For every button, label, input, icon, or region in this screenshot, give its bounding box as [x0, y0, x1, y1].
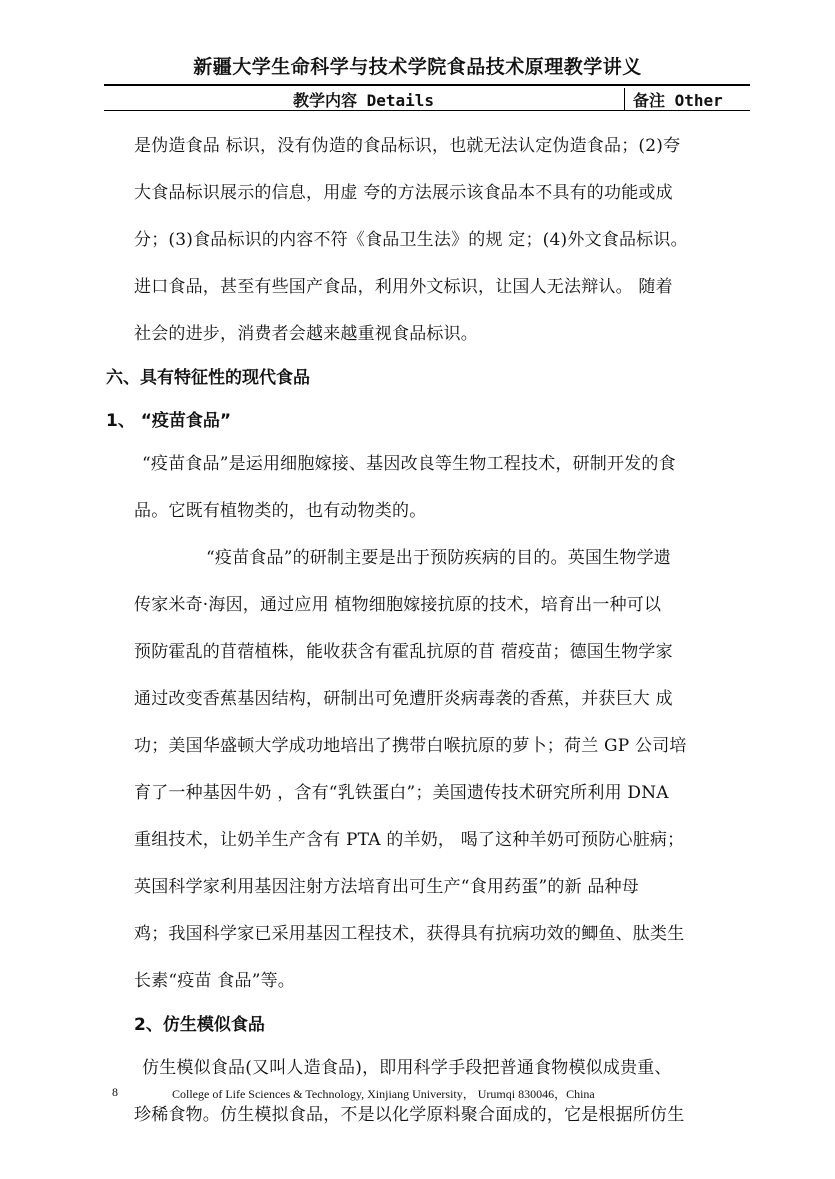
subsection-heading: 2、仿生模似食品 — [134, 1015, 265, 1035]
body-line: 英国科学家利用基因注射方法培育出可生产“食用药蛋”的新 品种母 — [134, 877, 639, 897]
body-line: “疫苗食品”的研制主要是出于预防疾病的目的。英国生物学遗 — [206, 548, 671, 568]
body-line: “疫苗食品”是运用细胞嫁接、基因改良等生物工程技术，研制开发的食 — [142, 454, 676, 474]
body-line: 长素“疫苗 食品”等。 — [134, 971, 295, 991]
body-line: 进口食品，甚至有些国产食品，利用外文标识，让国人无法辩认。 随着 — [134, 277, 673, 297]
body-line: 预防霍乱的苜蓿植株，能收获含有霍乱抗原的苜 蓿疫苗；德国生物学家 — [134, 642, 673, 662]
body-line: 鸡；我国科学家已采用基因工程技术，获得具有抗病功效的鲫鱼、肽类生 — [134, 924, 685, 944]
header-title: 新疆大学生命科学与技术学院食品技术原理教学讲义 — [193, 56, 642, 78]
header-subtitle: 教学内容 Details — [292, 91, 435, 110]
footer-text: College of Life Sciences & Technology, Xinjiang University， Urumqi 830046，China — [172, 1087, 595, 1101]
body-line: 珍稀食物。仿生模拟食品，不是以化学原料聚合面成的，它是根据所仿生 — [134, 1105, 685, 1125]
section-heading: 六、具有特征性的现代食品 — [106, 368, 310, 388]
body-line: 功；美国华盛顿大学成功地培出了携带白喉抗原的萝卜；荷兰 GP 公司培 — [134, 736, 687, 756]
header-rule-bottom — [104, 110, 750, 111]
body-line: 社会的进步，消费者会越来越重视食品标识。 — [134, 324, 478, 344]
subsection-heading: 1、 “疫苗食品” — [106, 411, 232, 431]
header-rule-top — [104, 84, 750, 86]
body-line: 育了一种基因牛奶 ，含有“乳铁蛋白”；美国遗传技术研究所利用 DNA — [134, 783, 669, 803]
body-line: 传家米奇·海因，通过应用 植物细胞嫁接抗原的技术，培育出一种可以 — [134, 595, 662, 615]
body-line: 重组技术，让奶羊生产含有 PTA 的羊奶， 喝了这种羊奶可预防心脏病； — [134, 830, 685, 850]
body-line: 品。它既有植物类的，也有动物类的。 — [134, 501, 427, 521]
header-note: 备注 Other — [624, 88, 750, 110]
body-line: 是伪造食品 标识，没有伪造的食品标识，也就无法认定伪造食品；(2)夸 — [134, 136, 681, 156]
body-line: 仿生模似食品(又叫人造食品)，即用科学手段把普通食物模似成贵重、 — [142, 1058, 672, 1078]
body-line: 大食品标识展示的信息，用虚 夸的方法展示该食品本不具有的功能或成 — [134, 183, 673, 203]
body-line: 分；(3)食品标识的内容不符《食品卫生法》的规 定；(4)外文食品标识。 — [134, 230, 688, 250]
body-line: 通过改变香蕉基因结构，研制出可免遭肝炎病毒袭的香蕉，并获巨大 成 — [134, 689, 673, 709]
footer-page-number: 8 — [112, 1085, 118, 1099]
